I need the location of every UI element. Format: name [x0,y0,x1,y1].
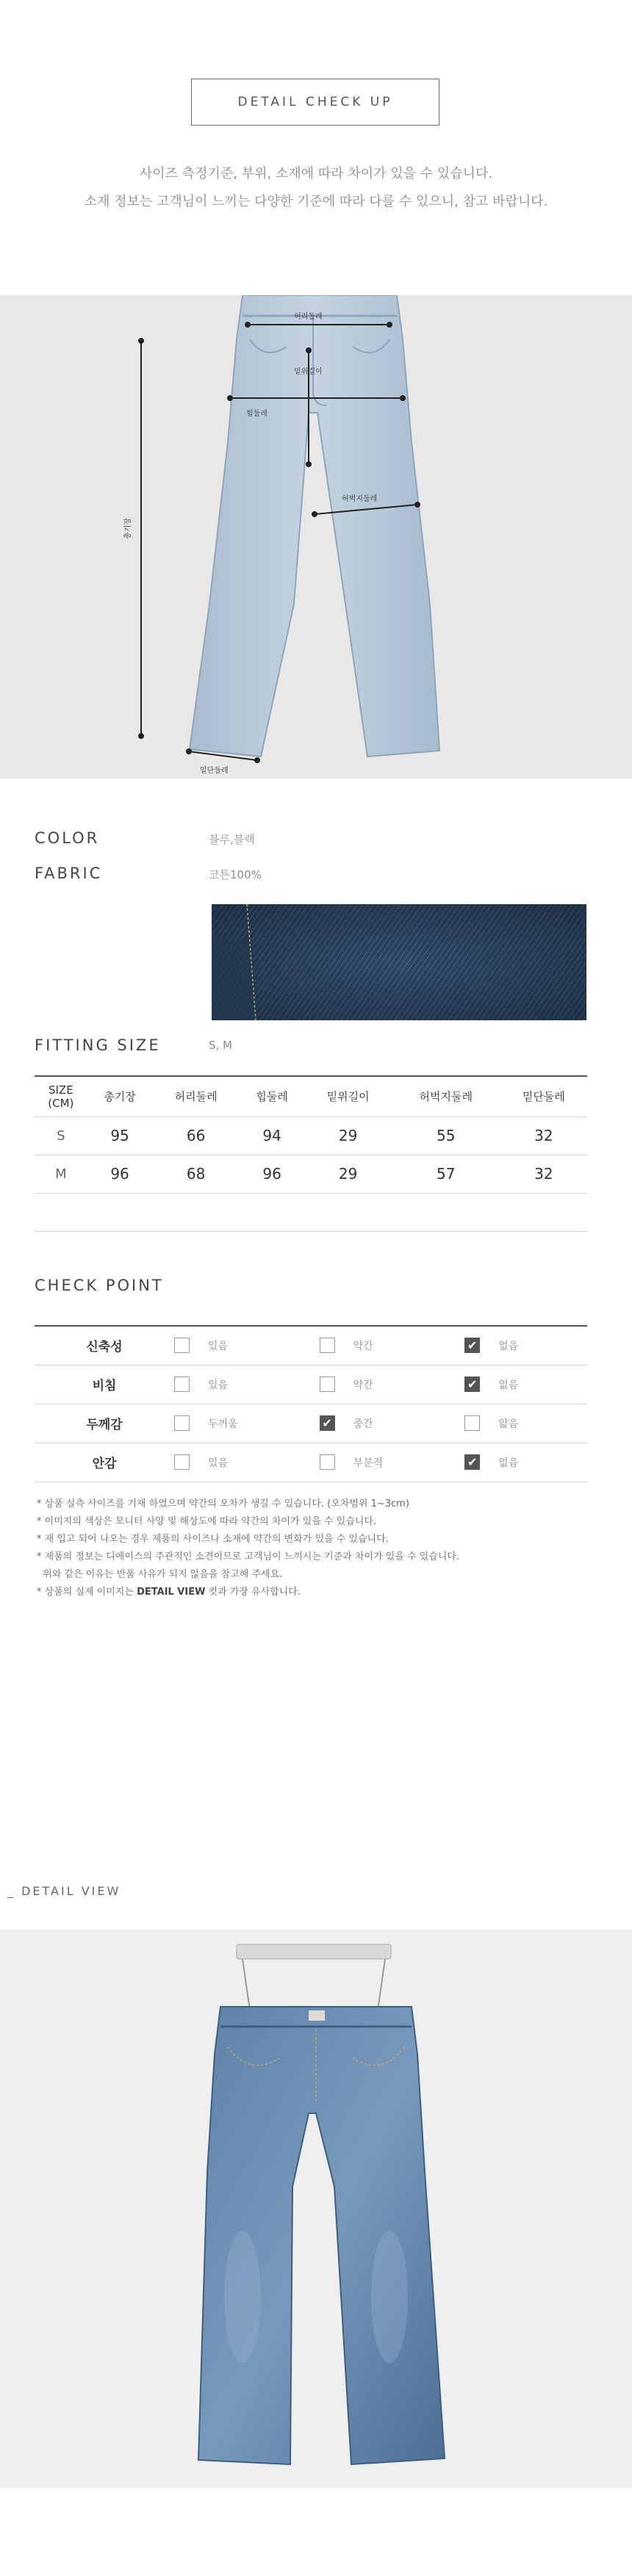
size-table-header [35,1076,587,1116]
checkbox-checked[interactable]: ✔ [464,1377,480,1392]
option-label: 있음 [208,1457,229,1469]
option-label: 있음 [208,1379,229,1391]
check-category: 안감 [35,1443,174,1482]
check-category: 신축성 [35,1326,174,1365]
checkbox-empty[interactable] [320,1454,335,1470]
color-label: COLOR [35,829,100,847]
note-line: * 이미지의 색상은 모니터 사양 및 해상도에 따라 약간의 차이가 있을 수 있습니다. [37,1516,377,1527]
detail-view-photo [0,1930,632,2488]
value-cell: 32 [500,1155,587,1193]
brand-patch [309,2010,325,2021]
fade-right [371,2231,408,2363]
thigh-label: 허벅지둘레 [342,495,378,503]
value-cell: 96 [240,1155,305,1193]
waist-dot-left [245,322,251,328]
notice-line-2: 소재 정보는 고객님이 느끼는 다양한 기준에 따라 다를 수 있으니, 참고 바랍니다. [84,194,548,209]
fabric-value: 코튼100% [209,868,262,881]
value-cell: 95 [87,1116,153,1155]
check-point-title: CHECK POINT [35,1277,164,1294]
hip-dot-left [227,395,233,401]
size-col-header [35,1076,87,1116]
waist-dot-right [387,322,392,328]
col-header: 밑위길이 [304,1076,391,1116]
checkbox-empty[interactable] [320,1338,335,1353]
checkbox-checked[interactable]: ✔ [464,1454,480,1470]
checkbox-empty[interactable] [174,1454,190,1470]
value-cell: 68 [152,1155,239,1193]
option-label: 두꺼움 [208,1418,238,1430]
col-header: 힙둘레 [240,1076,305,1116]
fabric-swatch-image [212,904,586,1020]
note-prefix: * 상품의 실제 이미지는 [37,1587,137,1598]
page-title: DETAIL CHECK UP [237,95,393,109]
waist-label: 허리둘레 [294,313,323,321]
denim-texture [212,904,586,1020]
checkbox-empty[interactable] [174,1415,190,1431]
rise-dot-bottom [306,461,312,467]
size-table [35,1075,587,1232]
option-label: 중간 [353,1418,373,1430]
table-row [35,1155,587,1193]
check-category: 비침 [35,1365,174,1404]
table-row [35,1116,587,1155]
hem-dot-right [254,757,260,763]
option-label: 약간 [353,1340,373,1352]
note-bold: DETAIL VIEW [137,1587,206,1598]
value-cell: 29 [304,1116,391,1155]
top-section [0,0,632,295]
option-label: 있음 [208,1340,229,1352]
col-header: 허벅지둘레 [392,1076,500,1116]
fitting-size-value: S, M [209,1039,232,1052]
value-cell: 57 [392,1155,500,1193]
option-label: 부분적 [353,1457,384,1469]
hip-dot-right [400,395,406,401]
value-cell: 32 [500,1116,587,1155]
col-header: 허리둘레 [152,1076,239,1116]
check-row-lining [35,1443,587,1482]
thigh-dot-right [414,502,420,508]
note-line-last [37,1584,595,1601]
detail-check-up-box [191,79,439,126]
option-label: 없음 [498,1457,519,1469]
fitting-size-label: FITTING SIZE [35,1036,161,1054]
measurement-photo [0,295,632,779]
length-dot-top [138,338,144,344]
hanger-clip-right [378,1959,385,2010]
note-line: * 재 입고 되어 나오는 경우 제품의 사이즈나 소재에 약간의 변화가 있을 수 있습니다. [37,1534,389,1545]
hem-dot-left [186,748,192,754]
hanger-bar [237,1944,391,1959]
color-value: 블루,블랙 [209,833,255,846]
value-cell: 29 [304,1155,391,1193]
value-cell: 96 [87,1155,153,1193]
rise-dot-top [306,347,312,353]
option-label: 약간 [353,1379,373,1391]
note-line: * 상품 실측 사이즈를 기재 하였으며 약간의 오차가 생길 수 있습니다. (오차범위 1~3cm) [37,1498,409,1509]
note-line: 위와 같은 이유는 반품 사유가 되지 않음을 참고해 주세요. [37,1569,283,1580]
hip-label: 힙둘레 [246,410,267,418]
value-cell: 55 [392,1116,500,1155]
jeans-shape [198,2007,445,2464]
check-point-table [35,1325,587,1482]
col-header: 총기장 [87,1076,153,1116]
checkbox-checked[interactable]: ✔ [464,1338,480,1353]
thigh-dot-left [312,511,317,517]
fade-left [224,2231,261,2363]
notice-line-1: 사이즈 측정기준, 부위, 소재에 따라 차이가 있을 수 있습니다. [139,166,493,181]
checkbox-empty[interactable] [320,1377,335,1392]
fabric-label: FABRIC [35,865,103,882]
hem-label: 밑단둘레 [200,767,229,775]
checkbox-empty[interactable] [174,1338,190,1353]
check-category: 두께감 [35,1404,174,1443]
jeans-hanging-illustration [0,1930,632,2488]
checkbox-checked[interactable]: ✔ [320,1415,335,1431]
value-cell: 94 [240,1116,305,1155]
rise-label: 밑위길이 [294,368,323,376]
size-header-unit: (CM) [48,1096,74,1110]
length-dot-bottom [138,733,144,739]
note-suffix: 컷과 가장 유사합니다. [205,1587,301,1598]
size-header-text: SIZE [48,1083,73,1097]
option-label: 없음 [498,1340,519,1352]
length-label: 총기장 [123,518,132,539]
option-label: 없음 [498,1379,519,1391]
checkbox-empty[interactable] [464,1415,480,1431]
detail-view-title: _ DETAIL VIEW [7,1884,121,1898]
size-cell: M [35,1155,87,1193]
value-cell: 66 [152,1116,239,1155]
check-row-thickness [35,1404,587,1443]
col-header: 밑단둘레 [500,1076,587,1116]
checkbox-empty[interactable] [174,1377,190,1392]
notes-block [37,1496,595,1601]
hanger-clip-left [243,1959,250,2010]
size-cell: S [35,1116,87,1155]
note-line: * 제품의 정보는 디에이스의 주관적인 소견이므로 고객님이 느끼시는 기준과 차이가 있을 수 있습니다. [37,1551,460,1562]
check-row-sheerness [35,1365,587,1404]
table-row-empty [35,1193,587,1231]
check-row-elasticity [35,1326,587,1365]
option-label: 얇음 [498,1418,519,1430]
